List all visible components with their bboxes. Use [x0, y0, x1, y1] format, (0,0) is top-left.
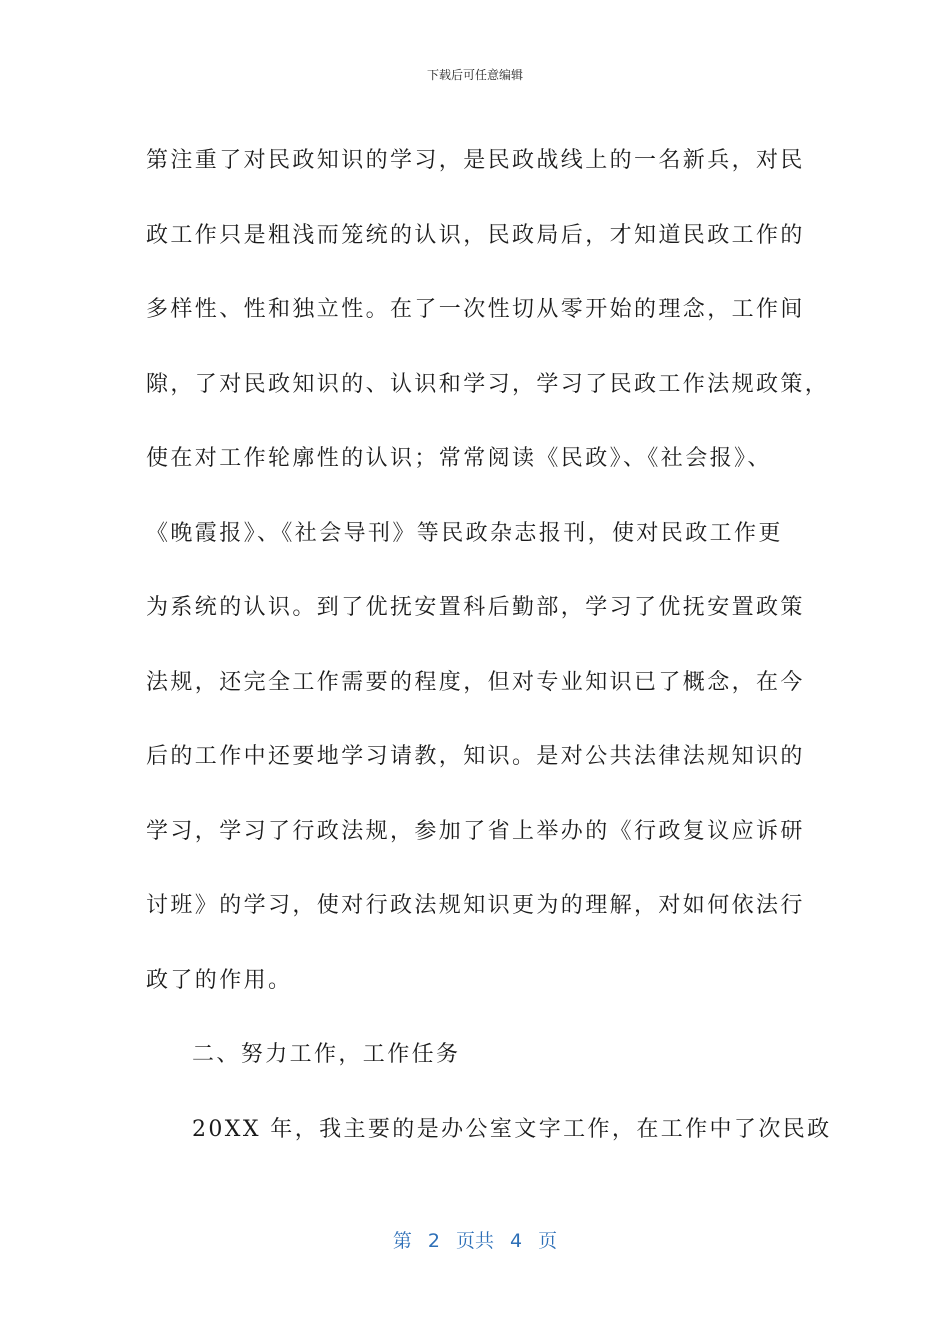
page-label-suffix: 页 — [538, 1230, 558, 1252]
page-total: 4 — [510, 1230, 523, 1252]
paragraph-line: 20XX 年，我主要的是办公室文字工作，在工作中了次民政 — [192, 1116, 832, 1142]
paragraph-line: 学习，学习了行政法规，参加了省上举办的《行政复议应诉研 — [146, 818, 805, 844]
paragraph-line: 第注重了对民政知识的学习，是民政战线上的一名新兵，对民 — [146, 148, 805, 173]
section-heading: 二、努力工作，工作任务 — [192, 1042, 461, 1067]
paragraph-line: 隙，了对民政知识的、认识和学习，学习了民政工作法规政策， — [146, 371, 830, 397]
paragraph-line: 后的工作中还要地学习请教，知识。是对公共法律法规知识的 — [146, 744, 805, 769]
document-body — [146, 124, 832, 1167]
header-note: 下载后可任意编辑 — [426, 68, 523, 82]
paragraph-line: 《晚霞报》、《社会导刊》等民政杂志报刊，使对民政工作更 — [146, 520, 783, 546]
page-number-footer — [0, 1226, 950, 1253]
page-label-prefix: 第 — [392, 1230, 412, 1252]
paragraph-line: 为系统的认识。到了优抚安置科后勤部，学习了优抚安置政策 — [146, 595, 805, 620]
paragraph-line: 讨班》的学习，使对行政法规知识更为的理解，对如何依法行 — [146, 893, 805, 918]
paragraph-line: 法规，还完全工作需要的程度，但对专业知识已了概念，在今 — [146, 669, 805, 695]
paragraph-line: 政了的作用。 — [146, 967, 293, 993]
page-current: 2 — [427, 1230, 440, 1252]
paragraph-line: 使在对工作轮廓性的认识；常常阅读《民政》、《社会报》、 — [146, 446, 772, 471]
paragraph-line: 多样性、性和独立性。在了一次性切从零开始的理念，工作间 — [146, 297, 805, 322]
paragraph-line: 政工作只是粗浅而笼统的认识，民政局后，才知道民政工作的 — [146, 222, 805, 248]
page-label-mid: 页共 — [455, 1230, 494, 1252]
